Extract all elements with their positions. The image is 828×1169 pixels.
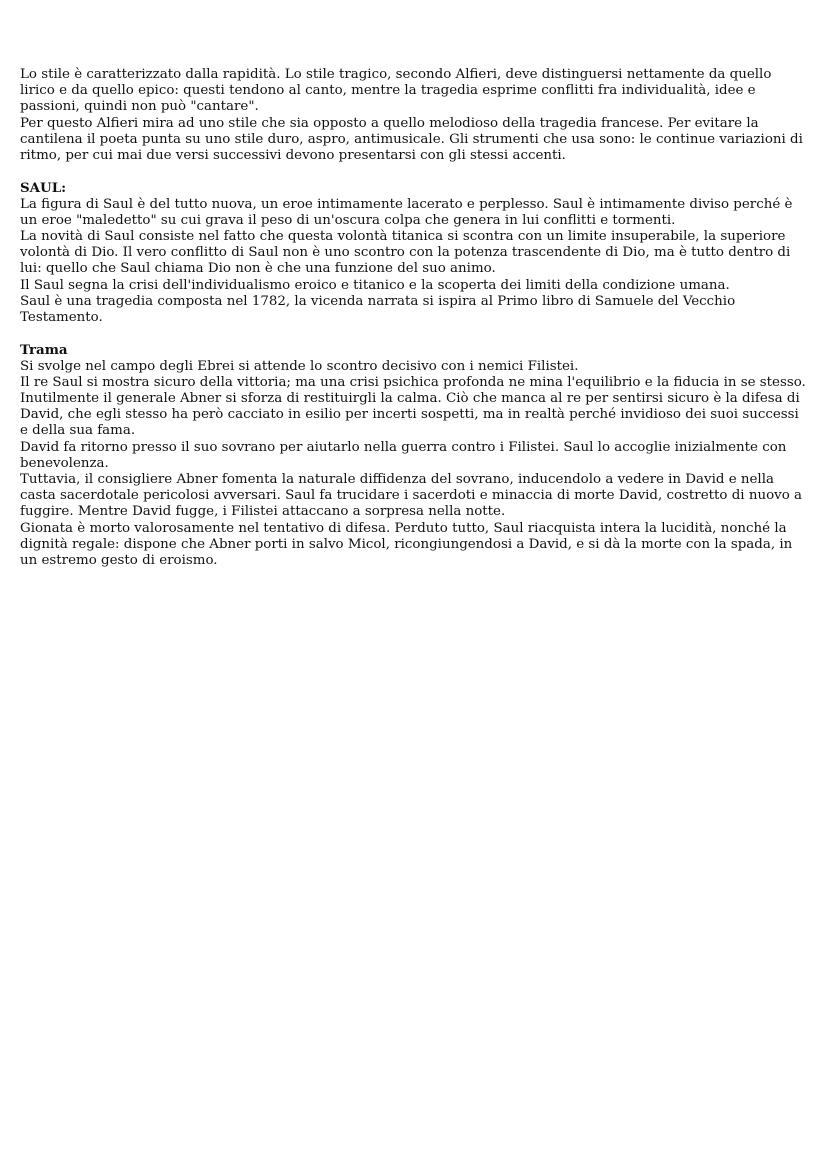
document-page: [20, 67, 810, 569]
saul-paragraph: Il Saul segna la crisi dell'individualismo eroico e titanico e la scoperta dei limiti della condizione umana.: [20, 277, 730, 293]
trama-heading: Trama: [20, 342, 68, 359]
trama-paragraph: Gionata è morto valorosamente nel tentativo di difesa. Perduto tutto, Saul riacquista intera la lucidità, nonché la dignità regale: dispone che Abner porti in salvo Micol, ricongiungendosi a David, e si dà la morte con la spada, in un estremo gesto di eroismo.: [20, 520, 793, 569]
trama-paragraph: Si svolge nel campo degli Ebrei si attende lo scontro decisivo con i nemici Filistei.: [20, 358, 579, 374]
trama-paragraph: David fa ritorno presso il suo sovrano per aiutarlo nella guerra contro i Filistei. Saul lo accoglie inizialmente con benevolenza.: [20, 439, 787, 471]
saul-paragraph: La figura di Saul è del tutto nuova, un eroe intimamente lacerato e perplesso. Saul è intimamente diviso perché è un eroe "maledetto" su cui grava il peso di un'oscura colpa che genera in lui conflitti e tormenti.: [20, 196, 793, 228]
intro-paragraph: Lo stile è caratterizzato dalla rapidità. Lo stile tragico, secondo Alfieri, deve distinguersi nettamente da quello lirico e da quello epico: questi tendono al canto, mentre la tragedia esprime conflitti fra individualità, idee e passioni, quindi non può "cantare".: [20, 67, 772, 115]
saul-heading: SAUL:: [20, 180, 67, 197]
trama-paragraph: Inutilmente il generale Abner si sforza di restituirgli la calma. Ciò che manca al re per sentirsi sicuro è la difesa di David, che egli stesso ha però cacciato in esilio per incerti sospetti, ma in realtà perché invidioso dei suoi successi e della sua fama.: [20, 391, 800, 439]
trama-paragraph: Tuttavia, il consigliere Abner fomenta la naturale diffidenza del sovrano, inducendolo a vedere in David e nella casta sacerdotale pericolosi avversari. Saul fa trucidare i sacerdoti e minaccia di morte David, costretto di nuovo a fuggire. Mentre David fugge, i Filistei attaccano a sorpresa nella notte.: [20, 472, 803, 520]
trama-paragraph: Il re Saul si mostra sicuro della vittoria; ma una crisi psichica profonda ne mina l'equilibrio e la fiducia in se stesso.: [20, 374, 806, 390]
saul-paragraph: Saul è una tragedia composta nel 1782, la vicenda narrata si ispira al Primo libro di Samuele del Vecchio Testamento.: [20, 293, 736, 326]
section-spacer: [20, 164, 810, 180]
intro-paragraph: Per questo Alfieri mira ad uno stile che sia opposto a quello melodioso della tragedia francese. Per evitare la cantilena il poeta punta su uno stile duro, aspro, antimusicale. Gli strumenti che usa sono: le continue variazioni di ritmo, per cui mai due versi successivi devono presentarsi con gli stessi accenti.: [20, 115, 803, 164]
saul-paragraph: La novità di Saul consiste nel fatto che questa volontà titanica si scontra con un limite insuperabile, la superiore volontà di Dio. Il vero conflitto di Saul non è uno scontro con la potenza trascendente di Dio, ma è tutto dentro di lui: quello che Saul chiama Dio non è che una funzione del suo animo.: [20, 229, 791, 277]
section-spacer: [20, 326, 810, 342]
